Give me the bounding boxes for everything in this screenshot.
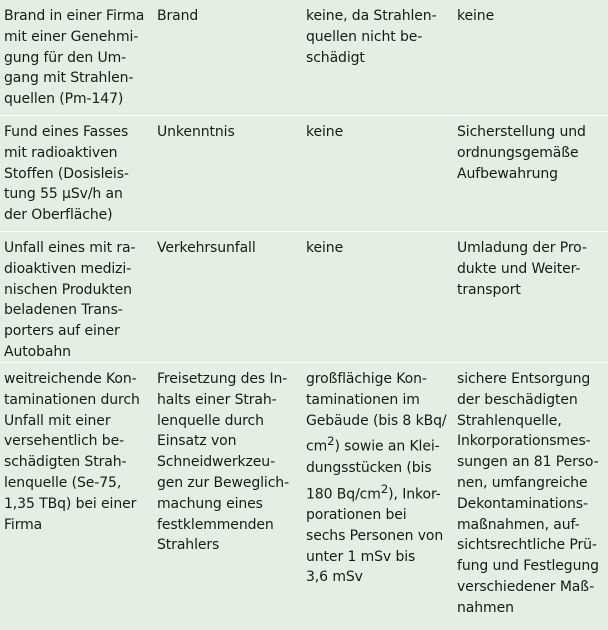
incident-measures: sichere Entsorgung der beschädigten Strahlenquelle, Inkorporationsmes- sungen an 81 Perso- nen, umfangreiche Dekontaminations- maßnahmen, auf- sichtsrechtliche Prü- fung und Festlegung verschiedener Maß- nahmen [457,371,599,616]
incident-measures: Sicherstellung und ordnungsgemäße Aufbewahrung [457,124,586,182]
impact-text-part: großflächige Kon- taminationen im Gebäude (bis 8 kBq/ cm [306,371,447,456]
incident-impact: keine, da Strahlen- quellen nicht be- schädigt [306,8,437,66]
table-row [0,116,608,232]
impact-text-part: ), Inkor- porationen bei sechs Personen von unter 1 mSv bis 3,6 mSv [306,486,444,586]
superscript-two: 2 [327,434,335,449]
superscript-two: 2 [380,481,389,496]
incident-impact: keine [306,124,344,140]
incident-measures: Umladung der Pro- dukte und Weiter- transport [457,240,587,298]
table-row [0,0,608,116]
impact-text-part: ) sowie an Klei- dungsstücken (bis 180 Bq/cm [306,439,440,503]
incident-impact: keine [306,240,344,256]
incident-cause: Freisetzung des In- halts einer Strah- lenquelle durch Einsatz von Schneidwerkzeu- gen zur Beweglich- machung eines festklemmenden Strahlers [157,371,290,554]
incident-cause: Unkenntnis [157,124,235,140]
incident-description: Unfall eines mit ra- dioaktiven medizi- nischen Produkten beladenen Trans- porters auf einer Autobahn [4,240,136,360]
incident-cause: Brand [157,8,199,24]
incident-measures: keine [457,8,495,24]
table-row [0,232,608,363]
incident-description: weitreichende Kon- taminationen durch Unfall mit einer versehentlich be- schädigten Strah- lenquelle (Se-75, 1,35 TBq) bei einer Firma [4,371,140,533]
incident-description: Brand in einer Firma mit einer Genehmi- gung für den Um- gang mit Strahlen- quellen (Pm-147) [4,8,145,108]
incident-impact [302,363,453,630]
incident-description: Fund eines Fasses mit radioaktiven Stoffen (Dosisleis- tung 55 µSv/h an der Oberfläche) [4,124,129,224]
incident-cause: Verkehrsunfall [157,240,256,256]
table-row [0,363,608,630]
